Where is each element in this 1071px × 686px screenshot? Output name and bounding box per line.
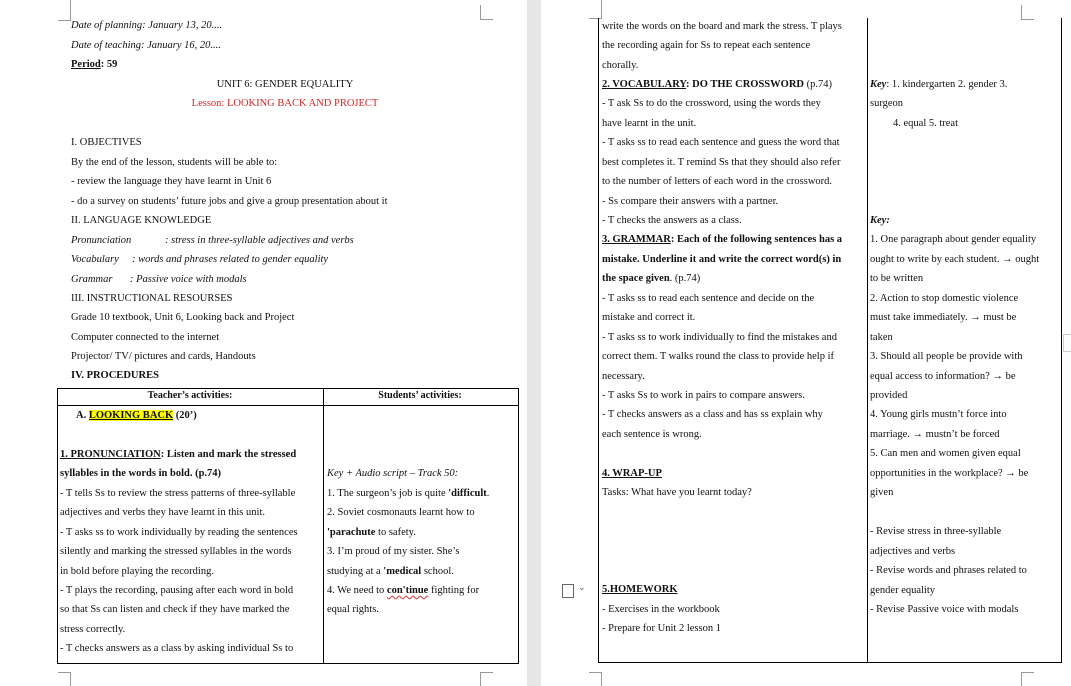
objectives-line: - review the language they have learnt in Unit 6 — [71, 176, 272, 187]
language-heading: II. LANGUAGE KNOWLEDGE — [71, 215, 212, 226]
grammar-step: each sentence is wrong. — [602, 429, 702, 440]
vocabulary-step: - T checks the answers as a class. — [602, 215, 742, 226]
homework-item: - Exercises in the workbook — [602, 604, 720, 615]
vocabulary-key: 4. equal 5. treat — [893, 118, 959, 129]
vocabulary-step: best completes it. T remind Ss that they should also refer — [602, 157, 841, 168]
crop-mark — [589, 672, 602, 686]
vocabulary-step: - T ask Ss to do the crossword, using the words they — [602, 98, 821, 109]
vocabulary-key: surgeon — [870, 98, 904, 109]
grammar-step: - T asks ss to read each sentence and decide on the — [602, 293, 815, 304]
document-page-left — [0, 0, 527, 686]
language-value: : stress in three-syllable adjectives and verbs — [165, 235, 354, 246]
pronunciation-key-line: 4. We need to con'tinue fighting for — [327, 585, 480, 596]
document-page-right — [541, 0, 1071, 686]
teacher-activities-header: Teacher’s activities: — [147, 390, 233, 401]
wrap-up-revision: - Revise words and phrases related to — [870, 565, 1027, 576]
grammar-key-line: equal access to information? → be — [870, 371, 1016, 382]
language-label: Vocabulary — [71, 254, 119, 265]
teacher-step: stress correctly. — [60, 624, 126, 635]
table-header-divider — [57, 405, 518, 406]
pronunciation-continued: write the words on the board and mark the stress. T plays — [602, 21, 842, 32]
teacher-step: adjectives and verbs they have learnt in this unit. — [60, 507, 265, 518]
wrap-up-revision: - Revise stress in three-syllable — [870, 526, 1002, 537]
language-label: Grammar — [71, 274, 113, 285]
table-move-handle-icon[interactable]: ⌄ — [562, 583, 576, 599]
grammar-key-line: marriage. → mustn’t be forced — [870, 429, 1000, 440]
grammar-key-line: taken — [870, 332, 893, 343]
resources-line: Grade 10 textbook, Unit 6, Looking back and Project — [71, 312, 295, 323]
resources-line: Projector/ TV/ pictures and cards, Handouts — [71, 351, 256, 362]
teacher-step: so that Ss can listen and check if they have marked the — [60, 604, 290, 615]
language-label: Pronunciation — [71, 235, 132, 246]
pronunciation-key-line: 'parachute to safety. — [327, 527, 416, 538]
students-activities-header: Students’ activities: — [378, 390, 462, 401]
crop-mark — [58, 672, 71, 686]
grammar-key-line: 1. One paragraph about gender equality — [870, 234, 1037, 245]
date-of-teaching: Date of teaching: January 16, 20.... — [71, 40, 221, 51]
pronunciation-continued: chorally. — [602, 60, 639, 71]
language-value: : Passive voice with modals — [130, 274, 247, 285]
lesson-title: Lesson: LOOKING BACK AND PROJECT — [191, 98, 379, 109]
table-column-divider — [867, 18, 868, 663]
teacher-step: - T tells Ss to review the stress patterns of three-syllable — [60, 488, 296, 499]
period-line — [71, 58, 117, 72]
grammar-key-line: opportunities in the workplace? → be — [870, 468, 1029, 479]
wrap-up-revision: adjectives and verbs — [870, 546, 956, 557]
teacher-step: - T checks answers as a class by asking individual Ss to — [60, 643, 294, 654]
grammar-title-line2: mistake. Underline it and write the correct word(s) in — [602, 254, 842, 265]
crop-mark — [480, 672, 493, 686]
teacher-step: silently and marking the stressed syllables in the words — [60, 546, 292, 557]
grammar-key-line: 3. Should all people be provide with — [870, 351, 1023, 362]
grammar-title: 3. GRAMMAR: Each of the following sentences has a — [602, 234, 843, 245]
grammar-key-line: must take immediately. → must be — [870, 312, 1017, 323]
teacher-step: - T plays the recording, pausing after each word in bold — [60, 585, 294, 596]
period-value: : 59 — [100, 59, 118, 70]
grammar-key-line: 4. Young girls mustn’t force into — [870, 409, 1007, 420]
date-of-planning: Date of planning: January 13, 20.... — [71, 20, 223, 31]
grammar-title-line3: the space given. (p.74) — [602, 273, 701, 284]
vocabulary-step: - T asks ss to read each sentence and guess the word that — [602, 137, 840, 148]
objectives-heading: I. OBJECTIVES — [71, 137, 142, 148]
vocabulary-step: have learnt in the unit. — [602, 118, 697, 129]
objectives-line: By the end of the lesson, students will be able to: — [71, 157, 278, 168]
pronunciation-continued: the recording again for Ss to repeat each sentence — [602, 40, 811, 51]
wrap-up-revision: - Revise Passive voice with modals — [870, 604, 1019, 615]
grammar-key-line: provided — [870, 390, 908, 401]
teacher-step: - T asks ss to work individually by reading the sentences — [60, 527, 298, 538]
grammar-key-line: ought to write by each student. → ought — [870, 254, 1040, 265]
pronunciation-title: 1. PRONUNCIATION: Listen and mark the stressed — [60, 449, 297, 460]
resources-heading: III. INSTRUCTIONAL RESOURSES — [71, 293, 233, 304]
grammar-step: correct them. T walks round the class to provide help if — [602, 351, 835, 362]
procedures-heading: IV. PROCEDURES — [71, 370, 159, 381]
language-value: : words and phrases related to gender equality — [132, 254, 329, 265]
grammar-step: - T checks answers as a class and has ss explain why — [602, 409, 823, 420]
grammar-key-label: Key: — [870, 215, 890, 226]
crop-mark — [480, 5, 493, 20]
grammar-step: - T asks ss to work individually to find the mistakes and — [602, 332, 837, 343]
homework-title: 5.HOMEWORK — [602, 584, 678, 595]
period-label: Period — [71, 59, 101, 70]
scrollbar-thumb[interactable] — [1063, 334, 1071, 352]
grammar-step: - T asks Ss to work in pairs to compare answers. — [602, 390, 805, 401]
resources-line: Computer connected to the internet — [71, 332, 220, 343]
teacher-step: in bold before playing the recording. — [60, 566, 214, 577]
crop-mark — [1021, 672, 1034, 686]
table-column-divider — [323, 388, 324, 663]
homework-item: - Prepare for Unit 2 lesson 1 — [602, 623, 721, 634]
grammar-step: mistake and correct it. — [602, 312, 696, 323]
crop-mark — [58, 0, 71, 21]
vocabulary-step: to the number of letters of each word in the crossword. — [602, 176, 833, 187]
vocabulary-step: - Ss compare their answers with a partner. — [602, 196, 779, 207]
wrap-up-revision: gender equality — [870, 585, 936, 596]
wrap-up-title: 4. WRAP-UP — [602, 468, 662, 479]
grammar-key-line: to be written — [870, 273, 924, 284]
wrap-up-task: Tasks: What have you learnt today? — [602, 487, 752, 498]
pronunciation-key-line: studying at a 'medical school. — [327, 566, 454, 577]
pronunciation-key-line: 2. Soviet cosmonauts learnt how to — [327, 507, 475, 518]
section-a-title: A. LOOKING BACK (20’) — [76, 410, 197, 421]
grammar-key-line: given — [870, 487, 894, 498]
grammar-key-line: 2. Action to stop domestic violence — [870, 293, 1019, 304]
vocabulary-key: Key: 1. kindergarten 2. gender 3. — [870, 79, 1008, 90]
pronunciation-key-title: Key + Audio script – Track 50: — [327, 468, 459, 479]
unit-title: UNIT 6: GENDER EQUALITY — [216, 79, 354, 90]
pronunciation-title-line2: syllables in the words in bold. (p.74) — [60, 468, 222, 479]
objectives-line: - do a survey on students’ future jobs and give a group presentation about it — [71, 196, 388, 207]
grammar-step: necessary. — [602, 371, 645, 382]
crop-mark — [589, 0, 602, 19]
vocabulary-title: 2. VOCABULARY: DO THE CROSSWORD (p.74) — [602, 79, 832, 90]
pronunciation-key-line: equal rights. — [327, 604, 379, 615]
pronunciation-key-line: 3. I’m proud of my sister. She’s — [327, 546, 460, 557]
grammar-key-line: 5. Can men and women given equal — [870, 448, 1021, 459]
pronunciation-key-line: 1. The surgeon’s job is quite 'difficult. — [327, 488, 490, 499]
